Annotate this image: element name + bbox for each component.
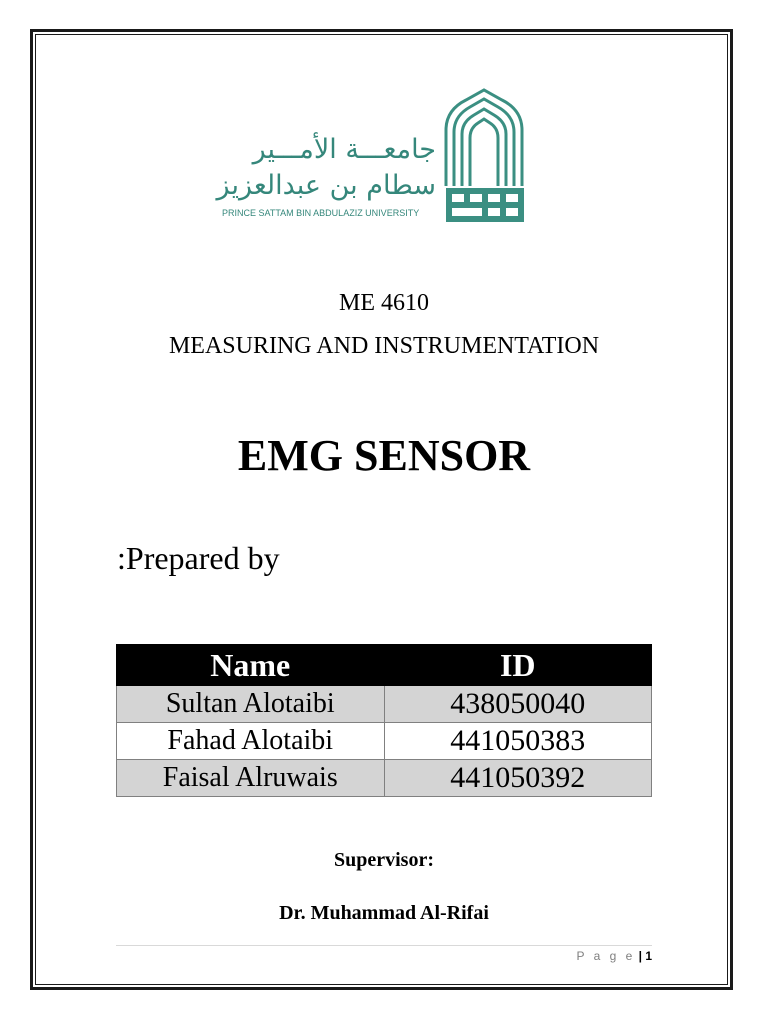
member-name: Faisal Alruwais	[117, 760, 385, 797]
course-name: MEASURING AND INSTRUMENTATION	[168, 333, 600, 359]
footer-divider	[116, 945, 652, 946]
member-id: 438050040	[384, 686, 652, 723]
member-id: 441050383	[384, 723, 652, 760]
logo-arabic-line-1: جامعـــة الأمـــير	[252, 134, 436, 165]
member-name: Sultan Alotaibi	[117, 686, 385, 723]
header-name: Name	[117, 645, 385, 686]
supervisor-name: Dr. Muhammad Al-Rifai	[279, 902, 489, 924]
page-separator: |	[638, 949, 642, 963]
logo-english-name: PRINCE SATTAM BIN ABDULAZIZ UNIVERSITY	[222, 208, 420, 218]
logo-emblem-icon	[446, 90, 522, 186]
table-header-row	[117, 645, 652, 686]
logo-arabic-line-2: سطام بن عبدالعزيز	[216, 170, 436, 201]
members-table	[116, 644, 652, 797]
prepared-by-label: :Prepared by	[117, 540, 280, 576]
document-title: EMG SENSOR	[237, 431, 531, 480]
table-row	[117, 760, 652, 797]
table-row	[117, 686, 652, 723]
page-number	[560, 949, 652, 963]
member-name: Fahad Alotaibi	[117, 723, 385, 760]
supervisor-label: Supervisor:	[334, 849, 434, 871]
course-code: ME 4610	[339, 290, 429, 316]
page-label: P a g e	[576, 949, 636, 963]
table-row	[117, 723, 652, 760]
member-id: 441050392	[384, 760, 652, 797]
logo-calligraphy-block	[446, 188, 524, 222]
header-id: ID	[384, 645, 652, 686]
page-number-value: 1	[645, 949, 652, 963]
